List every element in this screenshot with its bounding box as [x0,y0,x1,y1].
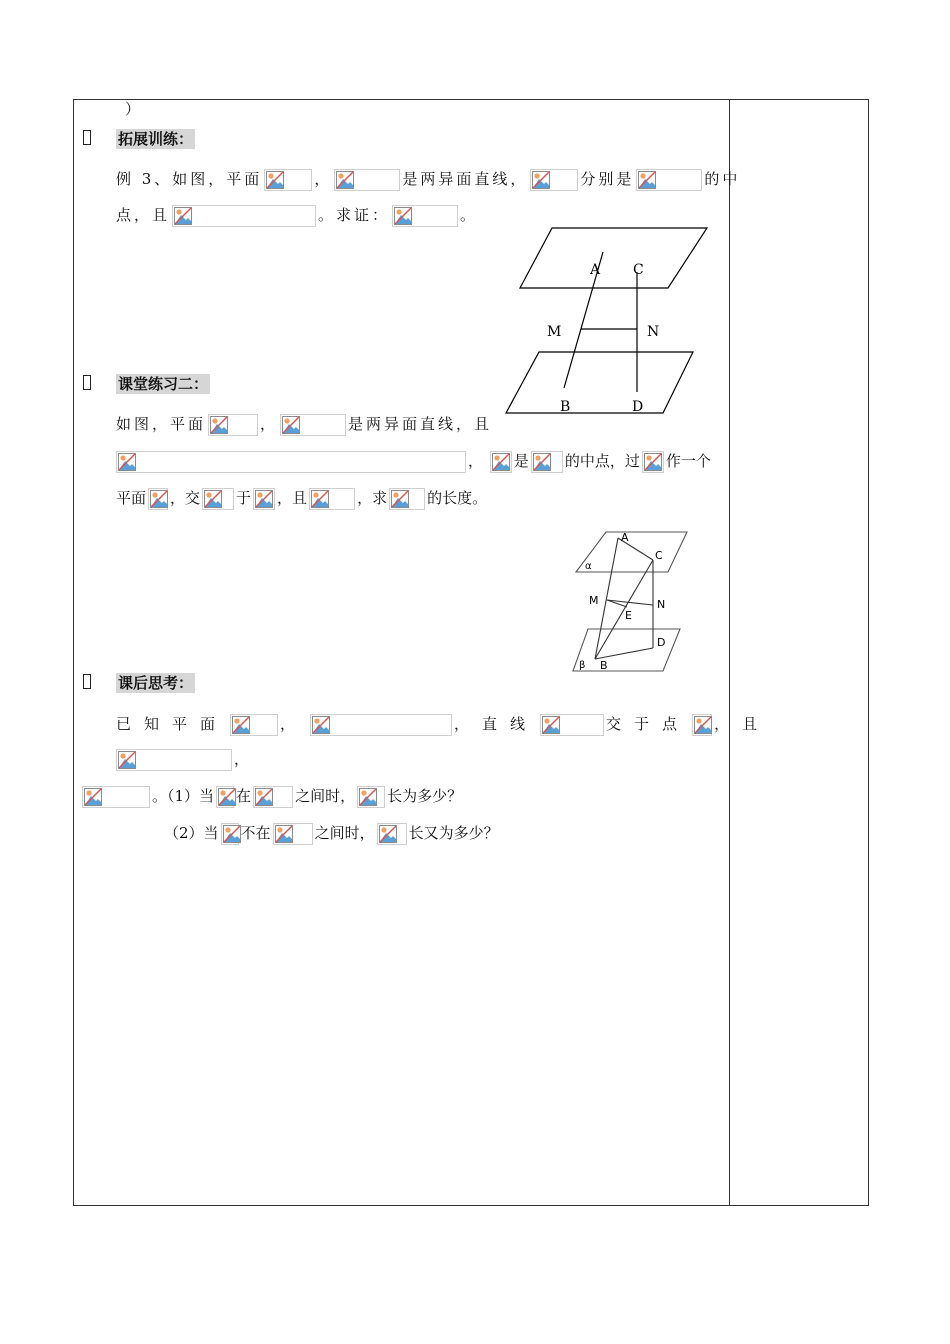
text: 作一个 [665,452,711,470]
figure-skew-lines-1 [500,222,715,417]
plane-alpha [576,532,687,572]
label-b: B [600,659,608,672]
broken-image-icon [82,786,150,808]
text: 点，且 [116,206,171,224]
label-e: E [625,609,632,622]
text: 平面 [116,489,147,507]
text: 如图，平面 [116,415,207,433]
label-c: C [655,549,663,562]
expand-line-1 [116,169,740,191]
broken-image-icon [280,414,346,436]
label-b: B [560,399,571,415]
broken-image-icon [309,488,355,510]
broken-image-icon [216,786,234,808]
text: ，求 [357,489,388,507]
label-d: D [632,399,644,415]
broken-image-icon [530,169,578,191]
broken-image-icon [172,205,316,227]
broken-image-icon [334,169,400,191]
bullet-icon [83,375,91,390]
text: 长为多少？ [387,787,463,805]
text: ，且 [714,715,771,733]
text: 不在 [240,824,271,842]
text: ， [314,170,333,188]
expand-line-2 [116,205,478,227]
label-n: N [647,324,660,340]
column-divider [729,99,730,1206]
broken-image-icon [148,488,168,510]
broken-image-icon [202,488,234,510]
broken-image-icon [490,451,512,473]
label-c: C [633,262,644,278]
broken-image-icon [636,169,702,191]
broken-image-icon [273,823,313,845]
text: 之间时， [295,787,356,805]
after-line-4 [164,823,499,845]
label-alpha: α [585,561,592,572]
broken-image-icon [264,169,312,191]
text: 。（1）当 [152,787,215,805]
broken-image-icon [116,749,232,771]
practice-line-1 [116,414,492,436]
text: 交于点 [606,715,691,733]
broken-image-icon [357,786,385,808]
after-line-3 [80,786,462,808]
text: ，直线 [454,715,539,733]
plane-bottom [506,352,693,413]
text: 长又为多少？ [408,824,499,842]
label-d: D [657,636,666,649]
broken-image-icon [310,714,452,736]
table-frame [73,99,869,1206]
broken-image-icon [116,451,466,473]
text: ， [468,452,484,470]
text: （2）当 [164,824,219,842]
text: 于 [236,489,252,507]
broken-image-icon [230,714,278,736]
text: 已知平面 [116,715,229,733]
text: 分别是 [580,170,635,188]
practice-line-2 [114,451,711,473]
text: ，交 [170,489,201,507]
broken-image-icon [531,451,563,473]
label-a: A [621,531,629,544]
broken-image-icon [208,414,258,436]
broken-image-icon [642,451,664,473]
text: 的中 [704,170,741,188]
label-m: M [547,324,562,340]
text: 是两异面直线，且 [348,415,493,433]
figure-skew-lines-2 [570,526,695,676]
broken-image-icon [692,714,712,736]
heading-practice: 课堂练习二： [118,375,209,393]
text: 的长度。 [427,489,488,507]
text: ， [280,715,309,733]
line-bc [595,560,653,659]
text: ， [260,415,279,433]
broken-image-icon [392,205,458,227]
heading-after: 课后思考： [118,674,194,692]
plane-top [520,228,707,288]
broken-image-icon [253,488,275,510]
broken-image-icon [221,823,239,845]
label-beta: β [579,660,586,671]
text: 的中点，过 [564,452,640,470]
text: 。求证： [318,206,391,224]
broken-image-icon [389,488,425,510]
practice-line-3 [116,488,487,510]
after-line-2 [114,749,249,771]
text: 例 3、如图，平面 [116,170,263,188]
bullet-icon [83,674,91,689]
after-line-1 [116,714,770,736]
leftover-paren: ） [125,100,141,118]
broken-image-icon [253,786,293,808]
broken-image-icon [377,823,407,845]
text: ， [234,750,250,768]
label-n: N [657,598,666,611]
text: 在 [236,787,252,805]
text: 。 [460,206,479,224]
line-bd [595,648,653,659]
broken-image-icon [540,714,604,736]
text: 之间时， [314,824,375,842]
label-m: M [589,594,599,607]
text: 是两异面直线， [402,170,529,188]
heading-expand: 拓展训练： [118,130,194,148]
text: 是 [513,452,529,470]
text: ，且 [277,489,308,507]
bullet-icon [83,130,91,145]
label-a: A [590,262,601,278]
